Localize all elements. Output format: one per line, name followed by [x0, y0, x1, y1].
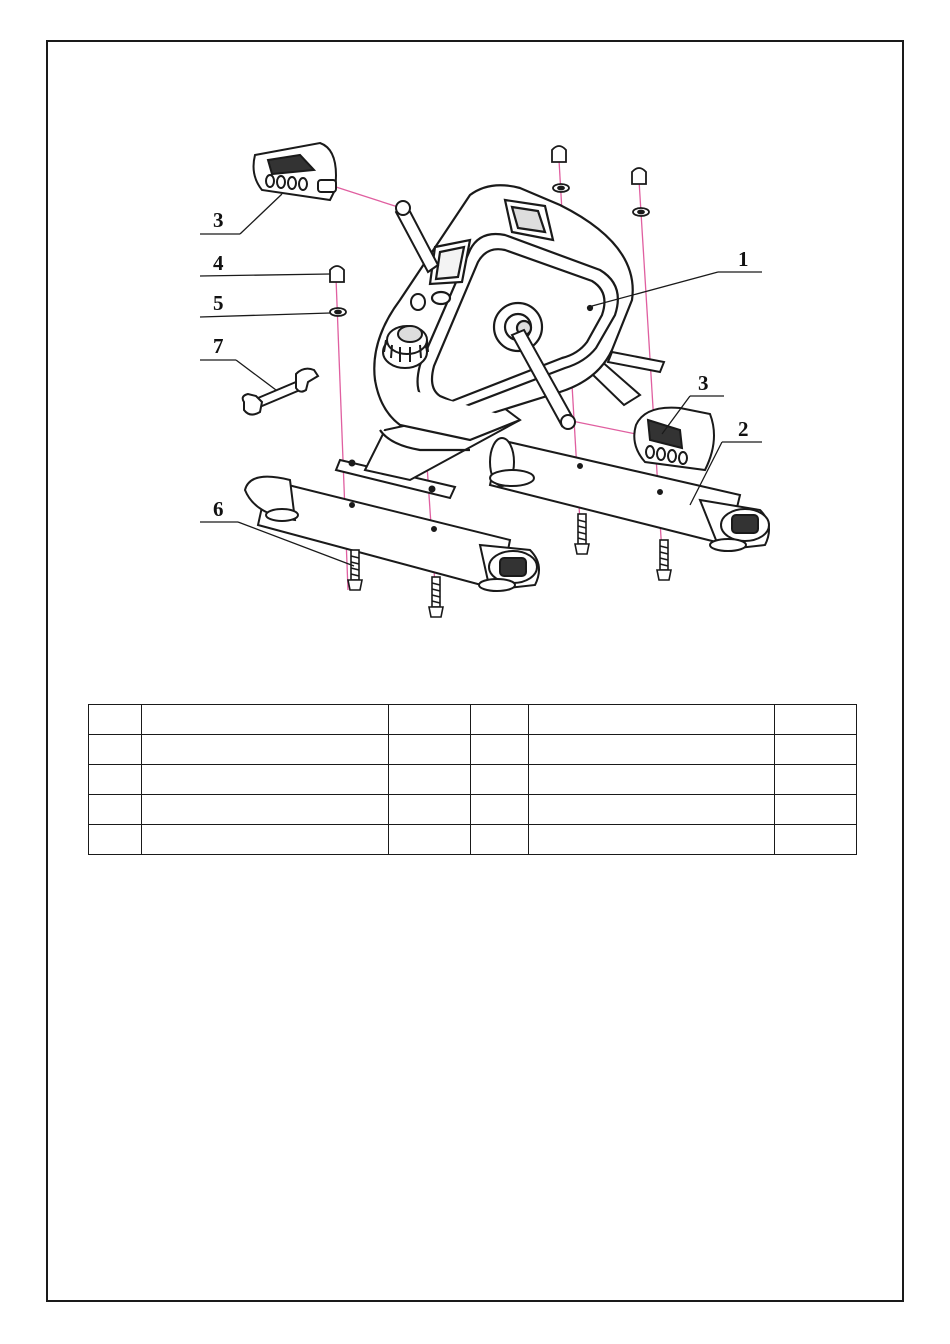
table-cell	[471, 705, 529, 735]
table-cell	[142, 795, 389, 825]
table-row	[89, 795, 857, 825]
table-cell	[529, 735, 775, 765]
table-cell	[389, 825, 471, 855]
rear-stabilizer-tube	[490, 438, 769, 551]
table-cell	[775, 705, 857, 735]
table-row	[89, 735, 857, 765]
table-cell	[89, 735, 142, 765]
table-cell	[389, 795, 471, 825]
table-cell	[89, 765, 142, 795]
callout-6: 6	[213, 497, 224, 521]
table-cell	[89, 795, 142, 825]
table-cell	[471, 735, 529, 765]
table-cell	[775, 795, 857, 825]
table-cell	[89, 825, 142, 855]
callout-3-right: 3	[698, 371, 709, 395]
table-cell	[471, 825, 529, 855]
callout-7: 7	[213, 334, 224, 358]
table-cell	[89, 705, 142, 735]
table-cell	[389, 765, 471, 795]
parts-list-table	[88, 704, 857, 855]
table-cell	[389, 735, 471, 765]
table-cell	[529, 825, 775, 855]
table-cell	[142, 825, 389, 855]
callout-5: 5	[213, 291, 224, 315]
table-cell	[471, 765, 529, 795]
table-cell	[471, 795, 529, 825]
wrench	[243, 369, 318, 415]
table-cell	[775, 765, 857, 795]
table-cell	[142, 705, 389, 735]
table-cell	[529, 765, 775, 795]
table-row	[89, 825, 857, 855]
table-cell	[775, 735, 857, 765]
callout-3-left: 3	[213, 208, 224, 232]
table-row	[89, 705, 857, 735]
table-cell	[529, 705, 775, 735]
callout-4: 4	[213, 251, 224, 275]
pedal-left	[254, 143, 336, 200]
table-cell	[775, 825, 857, 855]
table-cell	[529, 795, 775, 825]
table-row	[89, 765, 857, 795]
table-cell	[389, 705, 471, 735]
table-cell	[142, 765, 389, 795]
table-cell	[142, 735, 389, 765]
callout-1: 1	[738, 247, 749, 271]
callout-2: 2	[738, 417, 749, 441]
